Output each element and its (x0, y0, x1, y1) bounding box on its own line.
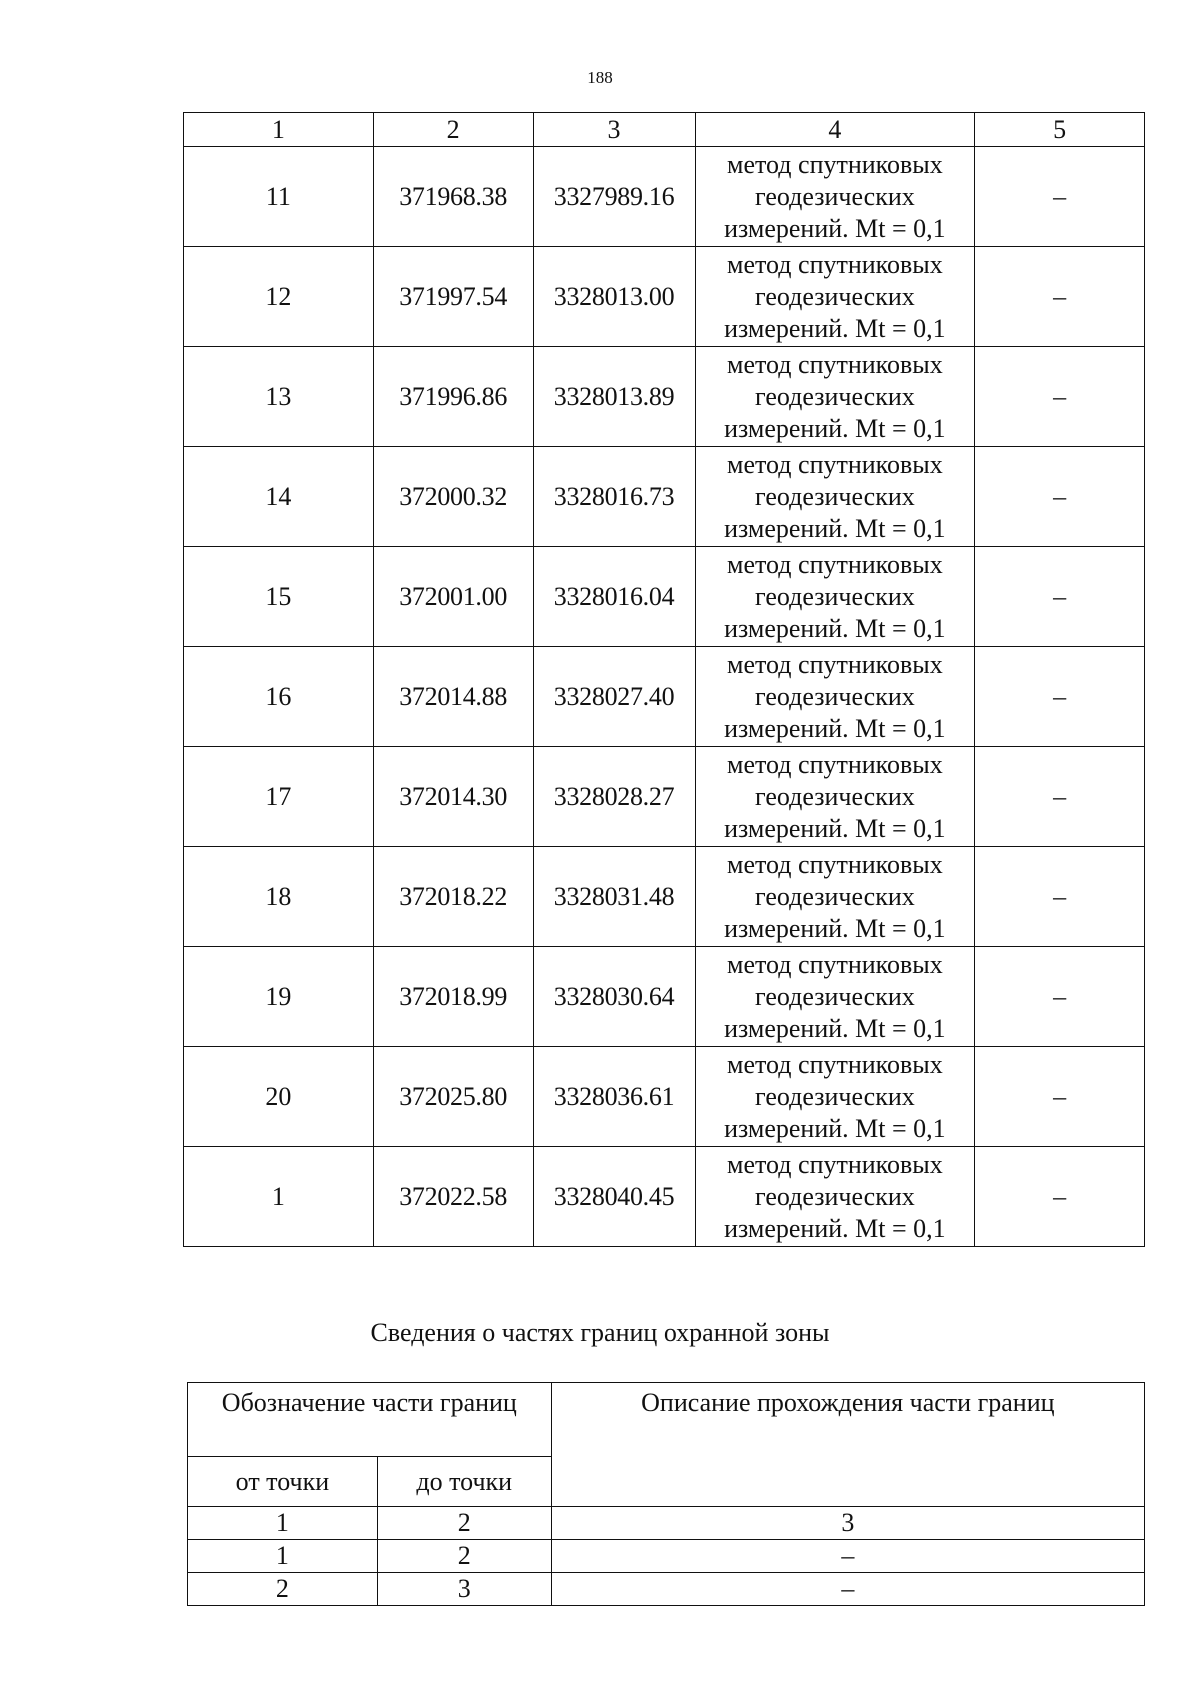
from-point: 2 (188, 1573, 378, 1606)
column-number-1: 1 (188, 1507, 378, 1540)
note: – (975, 247, 1145, 347)
method-line: геодезических (755, 281, 915, 311)
column-number-4: 4 (695, 113, 975, 147)
coordinate-y: 3328036.61 (533, 1047, 695, 1147)
point-number: 1 (184, 1147, 374, 1247)
coordinate-y: 3328013.00 (533, 247, 695, 347)
coordinate-x: 372022.58 (373, 1147, 533, 1247)
method-line: метод спутниковых (727, 749, 943, 779)
table-row (184, 647, 1145, 747)
method-line: метод спутниковых (727, 1049, 943, 1079)
table-row (184, 847, 1145, 947)
method-line: измерений. Mt = 0,1 (724, 513, 946, 543)
method-line: геодезических (755, 681, 915, 711)
boundary-parts-table (187, 1382, 1145, 1606)
table-row (184, 147, 1145, 247)
note: – (975, 447, 1145, 547)
point-number: 19 (184, 947, 374, 1047)
table-row (184, 547, 1145, 647)
column-number-3: 3 (551, 1507, 1144, 1540)
table-header-row (184, 113, 1145, 147)
note: – (975, 847, 1145, 947)
method-line: измерений. Mt = 0,1 (724, 1113, 946, 1143)
coordinates-table (183, 112, 1145, 1247)
method-line: измерений. Mt = 0,1 (724, 913, 946, 943)
to-point-header: до точки (377, 1457, 551, 1507)
column-number-2: 2 (377, 1507, 551, 1540)
method-description (695, 947, 975, 1047)
table-row (184, 747, 1145, 847)
from-point-header: от точки (188, 1457, 378, 1507)
note: – (975, 647, 1145, 747)
method-line: измерений. Mt = 0,1 (724, 613, 946, 643)
coordinate-y: 3328028.27 (533, 747, 695, 847)
coordinate-x: 371996.86 (373, 347, 533, 447)
coordinate-x: 372014.30 (373, 747, 533, 847)
coordinate-x: 372025.80 (373, 1047, 533, 1147)
method-line: геодезических (755, 781, 915, 811)
point-number: 17 (184, 747, 374, 847)
page-number: 188 (587, 68, 613, 87)
method-line: измерений. Mt = 0,1 (724, 413, 946, 443)
column-number-1: 1 (184, 113, 374, 147)
note: – (975, 947, 1145, 1047)
method-description (695, 1047, 975, 1147)
method-description (695, 447, 975, 547)
column-number-3: 3 (533, 113, 695, 147)
method-line: измерений. Mt = 0,1 (724, 313, 946, 343)
method-line: метод спутниковых (727, 149, 943, 179)
table-row (188, 1573, 1145, 1606)
from-point: 1 (188, 1540, 378, 1573)
method-description (695, 847, 975, 947)
point-number: 11 (184, 147, 374, 247)
coordinate-y: 3328016.04 (533, 547, 695, 647)
method-line: геодезических (755, 381, 915, 411)
point-number: 16 (184, 647, 374, 747)
table-row (184, 447, 1145, 547)
table-row (184, 347, 1145, 447)
method-line: метод спутниковых (727, 449, 943, 479)
description-header: Описание прохождения части границ (551, 1383, 1144, 1507)
point-number: 20 (184, 1047, 374, 1147)
method-description (695, 647, 975, 747)
note: – (975, 1047, 1145, 1147)
coordinate-y: 3328040.45 (533, 1147, 695, 1247)
point-number: 18 (184, 847, 374, 947)
coordinate-x: 372000.32 (373, 447, 533, 547)
method-line: метод спутниковых (727, 249, 943, 279)
note: – (975, 747, 1145, 847)
method-line: измерений. Mt = 0,1 (724, 213, 946, 243)
to-point: 2 (377, 1540, 551, 1573)
note: – (975, 1147, 1145, 1247)
point-number: 15 (184, 547, 374, 647)
method-description (695, 747, 975, 847)
table-row (184, 1047, 1145, 1147)
method-description (695, 1147, 975, 1247)
method-line: метод спутниковых (727, 649, 943, 679)
method-line: измерений. Mt = 0,1 (724, 1013, 946, 1043)
point-number: 13 (184, 347, 374, 447)
table-row (184, 947, 1145, 1047)
coordinate-y: 3327989.16 (533, 147, 695, 247)
coordinate-x: 372014.88 (373, 647, 533, 747)
coordinate-x: 372001.00 (373, 547, 533, 647)
method-line: геодезических (755, 981, 915, 1011)
designation-header: Обозначение части границ (188, 1383, 552, 1457)
part-description: – (551, 1540, 1144, 1573)
method-line: метод спутниковых (727, 949, 943, 979)
table-row (184, 1147, 1145, 1247)
method-description (695, 347, 975, 447)
point-number: 14 (184, 447, 374, 547)
coordinate-x: 372018.22 (373, 847, 533, 947)
parts-numbering-row (188, 1507, 1145, 1540)
method-description (695, 547, 975, 647)
method-description (695, 247, 975, 347)
coordinate-x: 372018.99 (373, 947, 533, 1047)
method-line: метод спутниковых (727, 349, 943, 379)
method-line: геодезических (755, 1081, 915, 1111)
parts-header-row (188, 1383, 1145, 1457)
method-description (695, 147, 975, 247)
table-row (188, 1540, 1145, 1573)
method-line: метод спутниковых (727, 849, 943, 879)
coordinate-y: 3328030.64 (533, 947, 695, 1047)
coordinate-y: 3328016.73 (533, 447, 695, 547)
method-line: геодезических (755, 881, 915, 911)
method-line: измерений. Mt = 0,1 (724, 813, 946, 843)
table-row (184, 247, 1145, 347)
section-title: Сведения о частях границ охранной зоны (370, 1318, 830, 1347)
point-number: 12 (184, 247, 374, 347)
coordinate-x: 371968.38 (373, 147, 533, 247)
method-line: геодезических (755, 481, 915, 511)
note: – (975, 147, 1145, 247)
method-line: геодезических (755, 1181, 915, 1211)
method-line: измерений. Mt = 0,1 (724, 713, 946, 743)
to-point: 3 (377, 1573, 551, 1606)
method-line: метод спутниковых (727, 1149, 943, 1179)
note: – (975, 547, 1145, 647)
coordinate-y: 3328013.89 (533, 347, 695, 447)
column-number-5: 5 (975, 113, 1145, 147)
method-line: измерений. Mt = 0,1 (724, 1213, 946, 1243)
coordinate-y: 3328031.48 (533, 847, 695, 947)
coordinate-x: 371997.54 (373, 247, 533, 347)
method-line: геодезических (755, 181, 915, 211)
coordinate-y: 3328027.40 (533, 647, 695, 747)
note: – (975, 347, 1145, 447)
method-line: метод спутниковых (727, 549, 943, 579)
method-line: геодезических (755, 581, 915, 611)
part-description: – (551, 1573, 1144, 1606)
column-number-2: 2 (373, 113, 533, 147)
